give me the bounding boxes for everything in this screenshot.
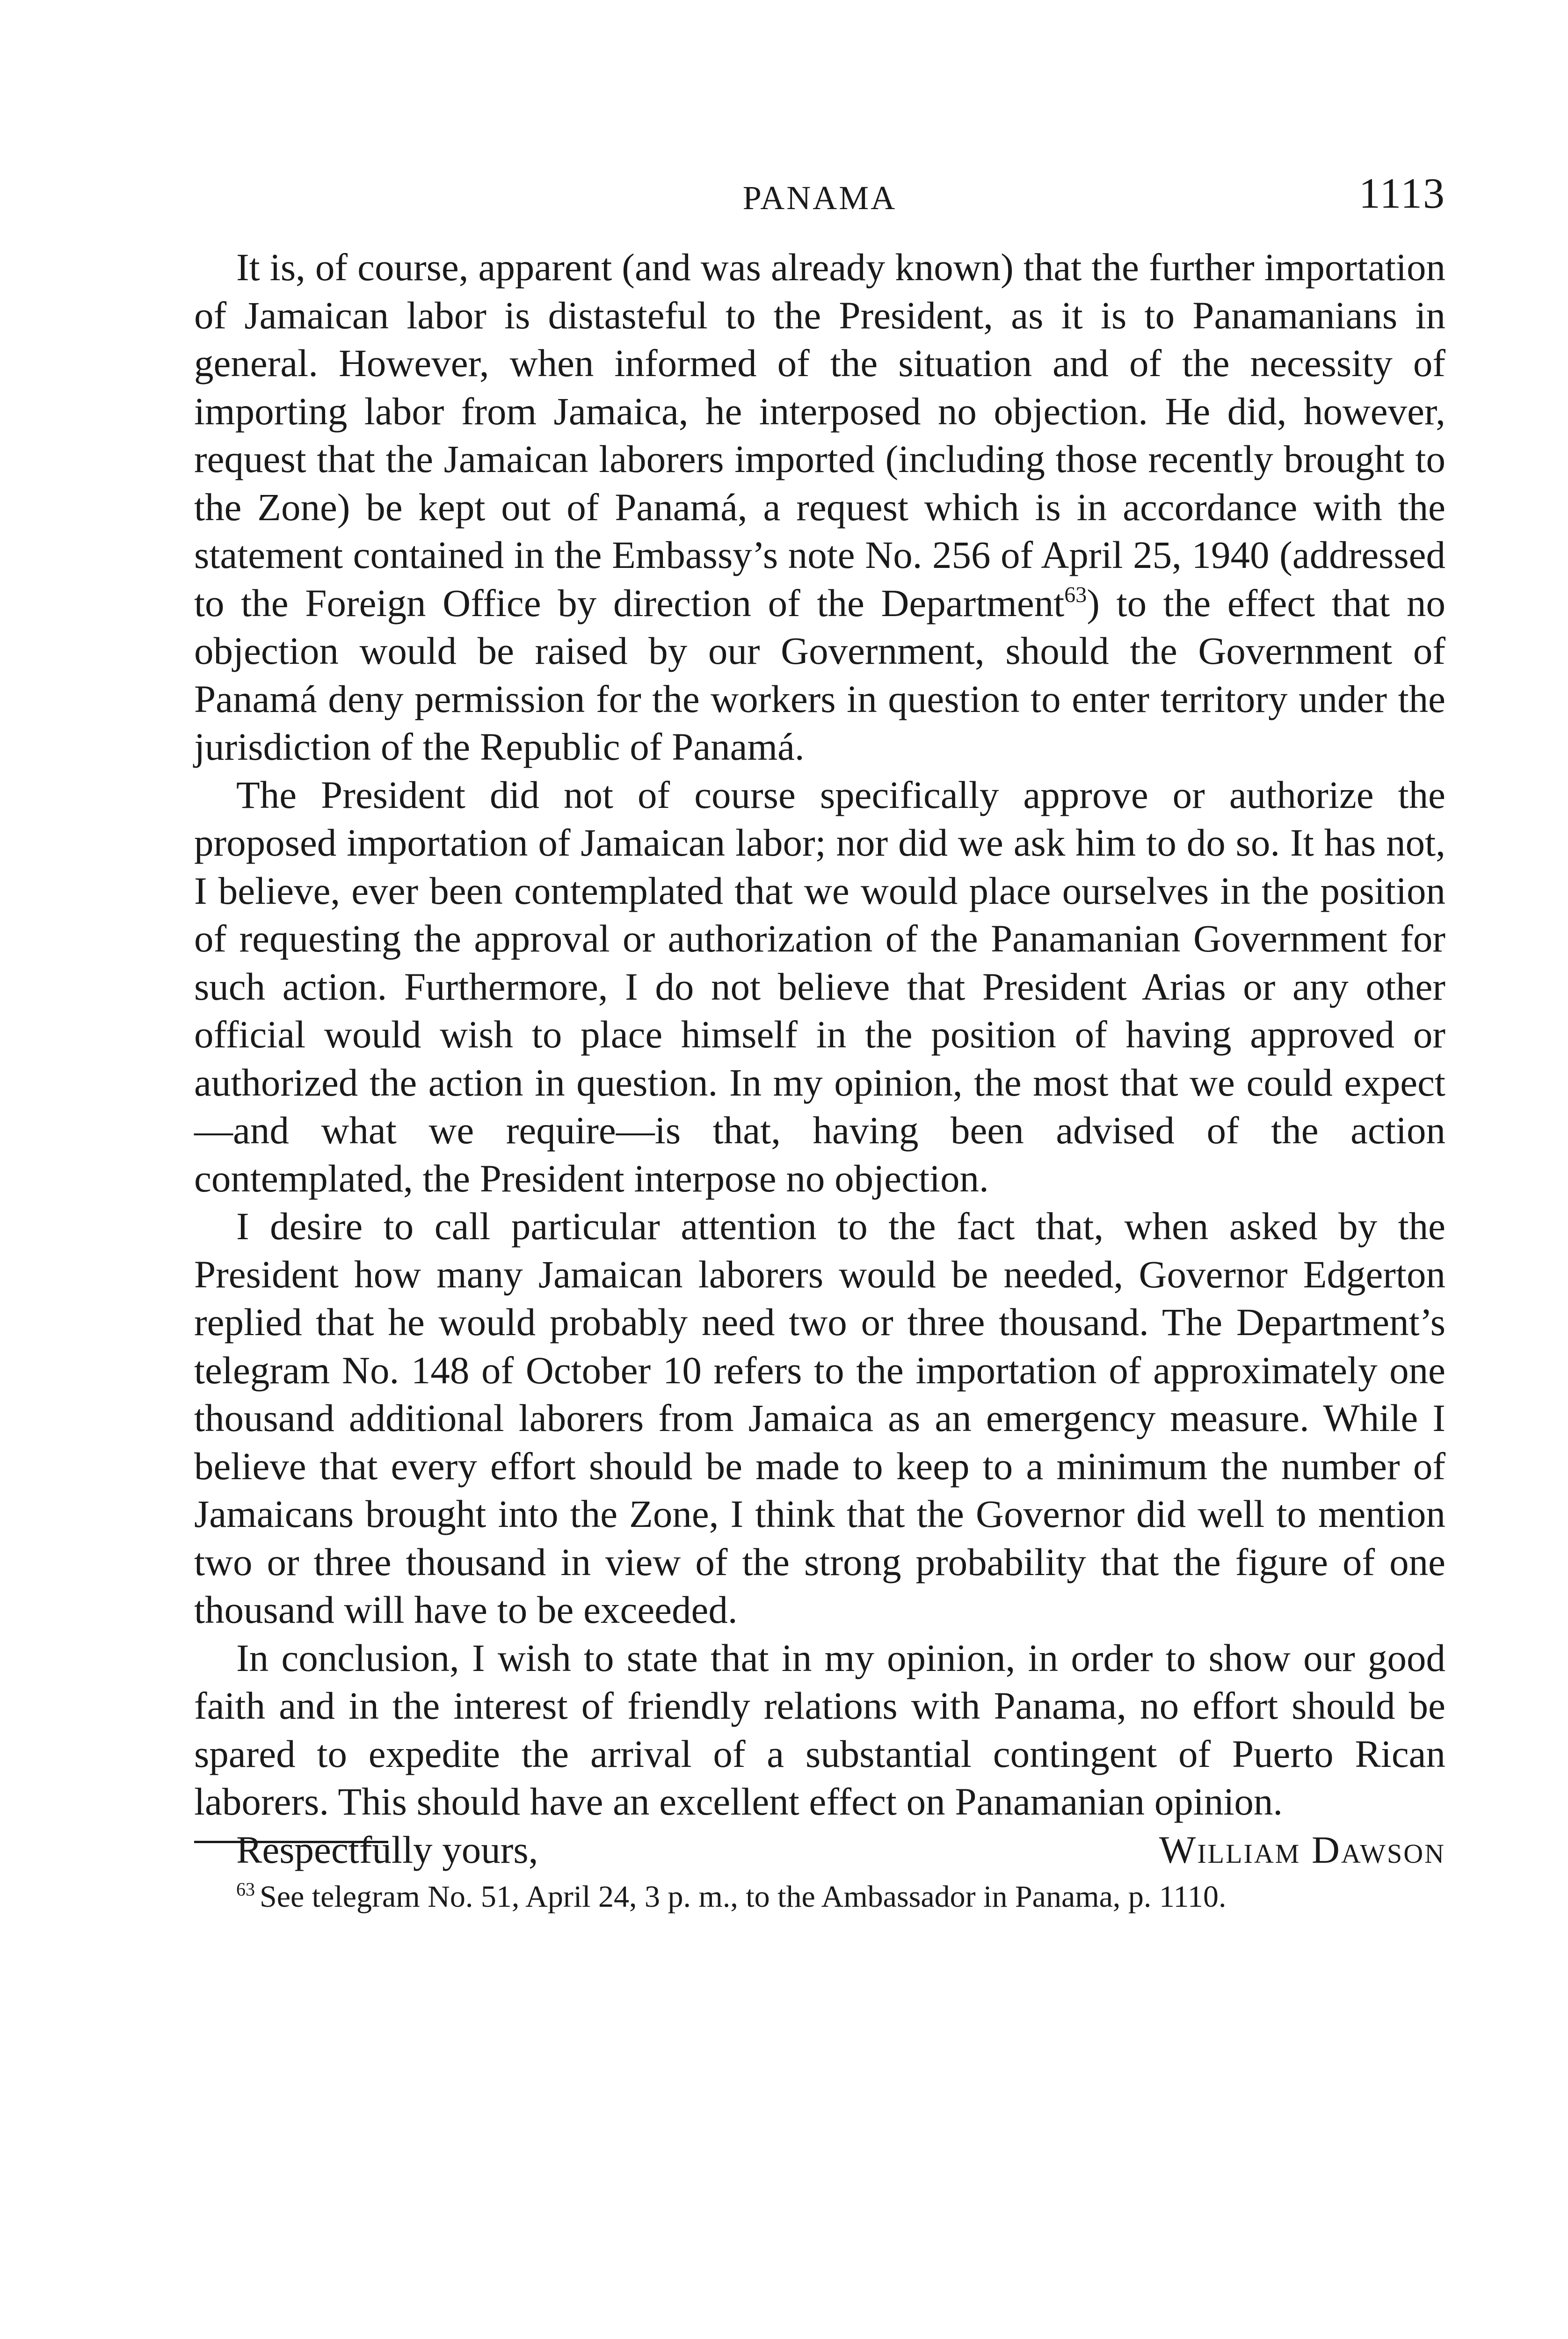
paragraph-1-text-a: It is, of course, apparent (and was already known) that the further importation of Jamaican labor is distasteful to the President, as it is to Panamanians in general. However, when informed of the situation and of the necessity of importing labor from Jamaica, he interposed no objection. He did, however, request that the Jamaican laborers imported (including those recently brought to the Zone) be kept out of Panamá, a request which is in accordance with the statement contained in the Embassy’s note No. 256 of April 25, 1940 (addressed to the Foreign Office by direction of the Department (194, 246, 1445, 625)
paragraph-3: I desire to call particular attention to the fact that, when asked by the President how many Jamaican laborers would be needed, Governor Edgerton replied that he would probably need two or three thousand. The Department’s telegram No. 148 of October 10 refers to the importation of approximately one thousand additional laborers from Jamaica as an emergency measure. While I believe that every effort should be made to keep to a minimum the number of Jamaicans brought into the Zone, I think that the Governor did well to mention two or three thousand in view of the strong probability that the figure of one thousand will have to be exceeded. (194, 1205, 1445, 1631)
letter-body (194, 243, 1445, 1874)
running-head (194, 168, 1445, 220)
closing: Respectfully yours, (236, 1828, 538, 1871)
footnote-reference: 63 (1064, 582, 1087, 607)
footnote-number: 63 (236, 1879, 255, 1900)
page-number: 1113 (1358, 169, 1445, 217)
paragraph-1-text-b: ) to the effect that no objection would be raised by our Government, should the Government of Panamá deny permission for the workers in question to enter territory under the jurisdiction of the Republic of Panamá. (194, 581, 1446, 768)
signature-line (194, 1826, 1445, 1874)
signature: William Dawson (1159, 1828, 1445, 1871)
paragraph-4: In conclusion, I wish to state that in my opinion, in order to show our good faith and in the interest of friendly relations with Panama, no effort should be spared to expedite the arrival of a substantial contingent of Puerto Rican laborers. This should have an excellent effect on Panamanian opinion. (194, 1636, 1445, 1823)
paragraph-2: The President did not of course specifically approve or authorize the proposed importation of Jamaican labor; nor did we ask him to do so. It has not, I believe, ever been contemplated that we would place ourselves in the position of requesting the approval or authorization of the Panamanian Government for such action. Furthermore, I do not believe that President Arias or any other official would wish to place himself in the position of having approved or authorized the action in question. In my opinion, the most that we could expect—and what we require—is that, having been advised of the action contemplated, the President interpose no objection. (194, 773, 1445, 1200)
footnote (236, 1876, 1452, 1918)
paragraph-1 (194, 243, 1445, 771)
running-title: PANAMA (742, 179, 897, 217)
footnote-divider (194, 1841, 388, 1843)
footnote-text: See telegram No. 51, April 24, 3 p. m., to the Ambassador in Panama, p. 1110. (260, 1880, 1227, 1914)
